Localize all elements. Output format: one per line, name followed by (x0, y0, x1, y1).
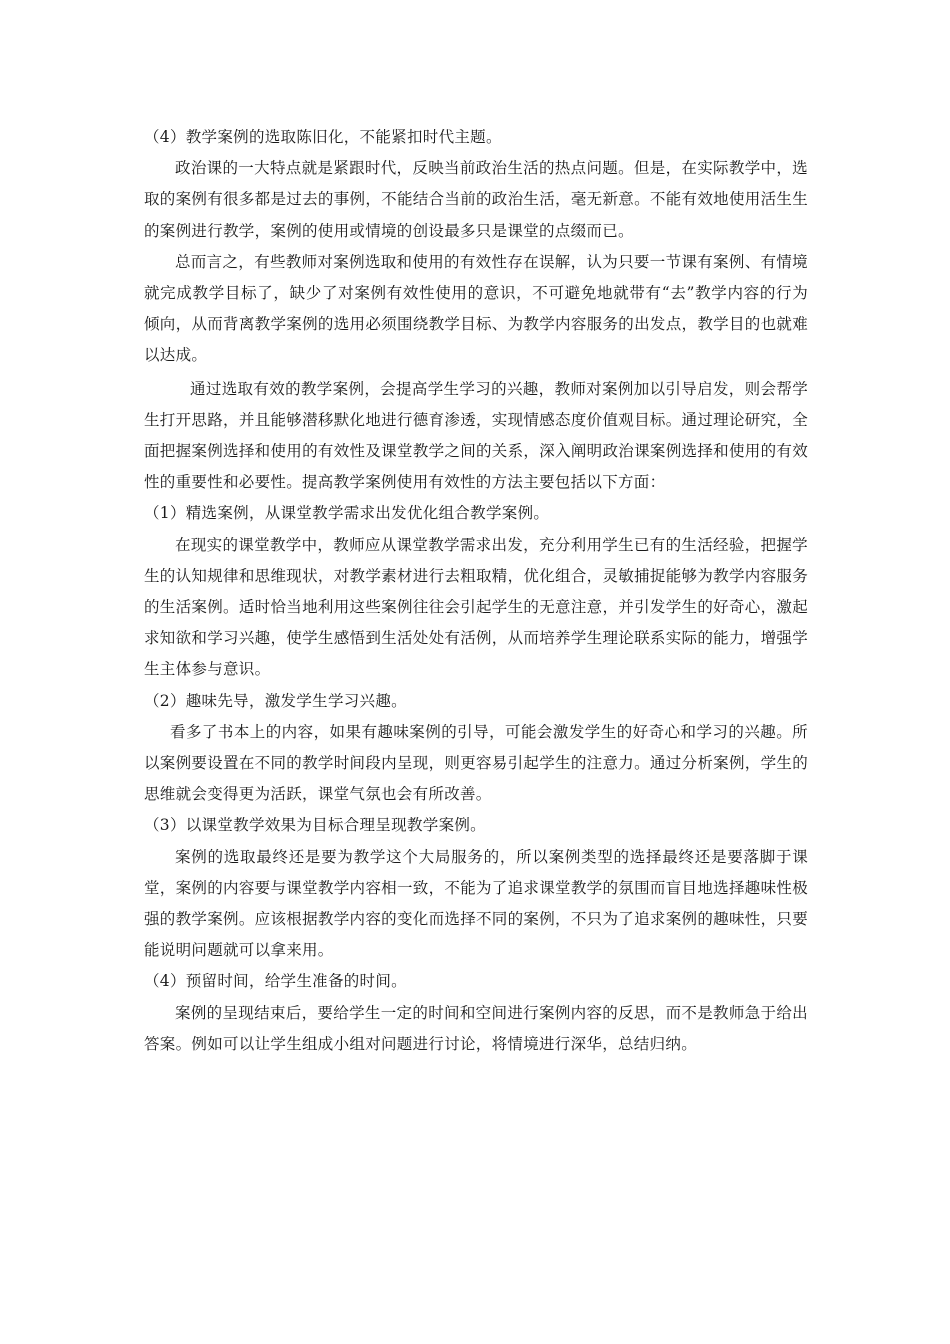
section-heading-2-interest-first: （2）趣味先导，激发学生学习兴趣。 (144, 691, 407, 710)
paragraph-political-class-timeliness: 政治课的一大特点就是紧跟时代，反映当前政治生活的热点问题。但是，在实际教学中，选取的案例有很多都是过去的事例，不能结合当前的政治生活，毫无新意。不能有效地使用活生生的案例进行教学，案例的使用或情境的创设最多只是课堂的点缀而已。 (144, 159, 808, 240)
section-heading-4-outdated-cases: （4）教学案例的选取陈旧化，不能紧扣时代主题。 (144, 128, 502, 146)
paragraph-summary-misunderstanding: 总而言之，有些教师对案例选取和使用的有效性存在误解，认为只要一节课有案例、有情境就完成教学目标了，缺少了对案例有效性使用的意识，不可避免地就带有“去”教学内容的行为倾向，从而背离教学案例的选用必须围绕教学目标、为教学内容服务的出发点，教学目的也就难以达成。 (144, 252, 808, 365)
section-heading-3-teaching-effect: （3）以课堂教学效果为目标合理呈现教学案例。 (144, 816, 486, 835)
section-heading-1-select-cases: （1）精选案例，从课堂教学需求出发优化组合教学案例。 (144, 504, 550, 523)
paragraph-case-selection-purpose: 案例的选取最终还是要为教学这个大局服务的，所以案例类型的选择最终还是要落脚于课堂，案例的内容要与课堂教学内容相一致，不能为了追求课堂教学的氛围而盲目地选择趣味性极强的教学案例。应该根据教学内容的变化而选择不同的案例，不只为了追求案例的趣味性，只要能说明问题就可以拿来用。 (144, 847, 808, 960)
paragraph-classroom-needs: 在现实的课堂教学中，教师应从课堂教学需求出发，充分利用学生已有的生活经验，把握学生的认知规律和思维现状，对教学素材进行去粗取精，优化组合，灵敏捕捉能够为教学内容服务的生活案例。适时恰当地利用这些案例往往会引起学生的无意注意，并引发学生的好奇心，激起求知欲和学习兴趣，使学生感悟到生活处处有活例，从而培养学生理论联系实际的能力，增强学生主体参与意识。 (144, 535, 808, 679)
paragraph-interesting-cases: 看多了书本上的内容，如果有趣味案例的引导，可能会激发学生的好奇心和学习的兴趣。所以案例要设置在不同的教学时间段内呈现，则更容易引起学生的注意力。通过分析案例，学生的思维就会变得更为活跃，课堂气氛也会有所改善。 (144, 722, 808, 804)
document-body (144, 122, 808, 1060)
paragraph-effective-case-methods: 通过选取有效的教学案例，会提高学生学习的兴趣，教师对案例加以引导启发，则会帮学生打开思路，并且能够潜移默化地进行德育渗透，实现情感态度价值观目标。通过理论研究，全面把握案例选择和使用的有效性及课堂教学之间的关系，深入阐明政治课案例选择和使用的有效性的重要性和必要性。提高教学案例使用有效性的方法主要包括以下方面： (144, 379, 808, 492)
section-heading-4-reserve-time: （4）预留时间，给学生准备的时间。 (144, 972, 407, 991)
paragraph-reflection-time: 案例的呈现结束后，要给学生一定的时间和空间进行案例内容的反思，而不是教师急于给出答案。例如可以让学生组成小组对问题进行讨论，将情境进行深华，总结归纳。 (144, 1003, 808, 1053)
